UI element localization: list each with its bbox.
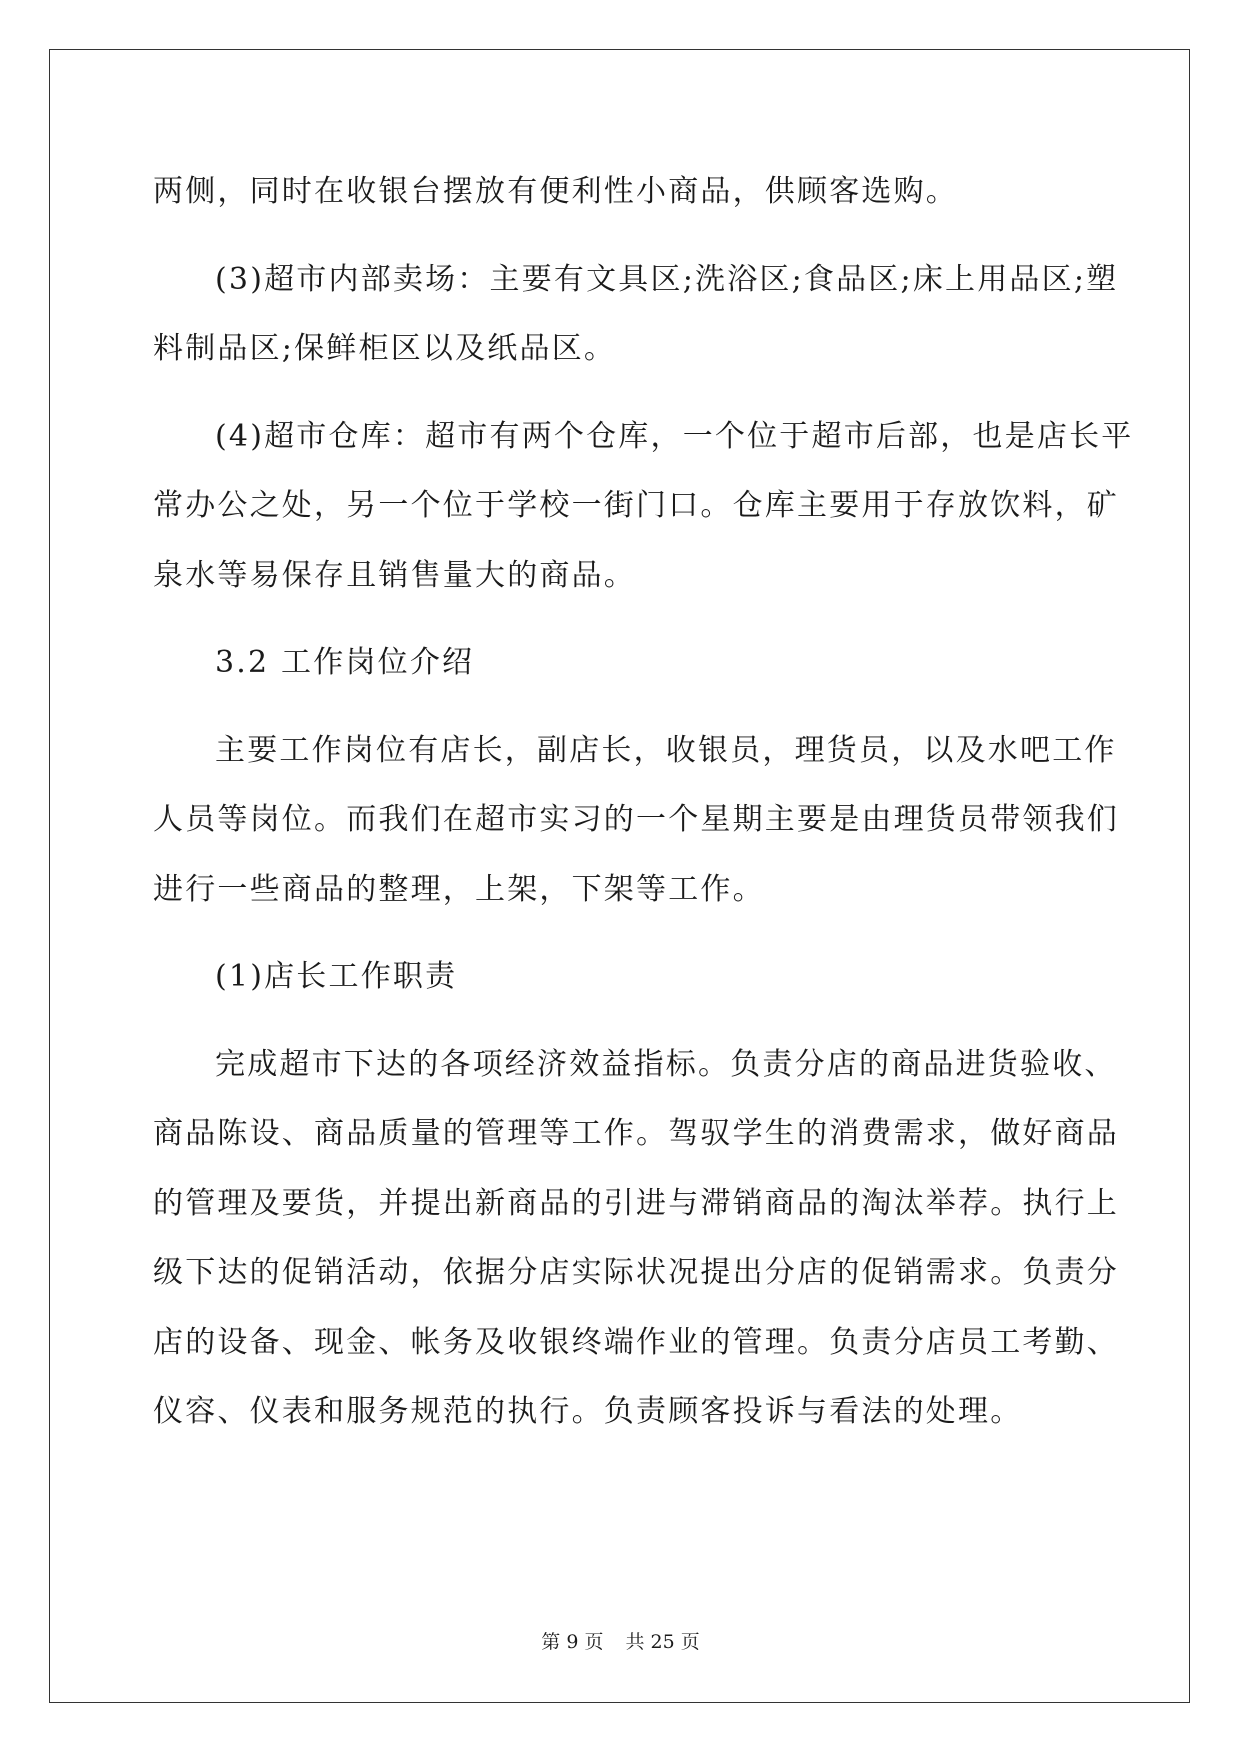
text-line-13: 商品陈设、商品质量的管理等工作。驾驭学生的消费需求，做好商品 bbox=[153, 1116, 1119, 1151]
text-line-16: 店的设备、现金、帐务及收银终端作业的管理。负责分店员工考勤、 bbox=[153, 1324, 1119, 1360]
page-number: 第 9 页 bbox=[541, 1631, 604, 1653]
text-line-10: 进行一些商品的整理，上架，下架等工作。 bbox=[153, 871, 765, 907]
text-line-8: 主要工作岗位有店长，副店长，收银员，理货员，以及水吧工作 bbox=[215, 732, 1117, 768]
subsection-heading: (1)店长工作职责 bbox=[215, 959, 458, 994]
text-line-9: 人员等岗位。而我们在超市实习的一个星期主要是由理货员带领我们 bbox=[153, 802, 1119, 837]
text-line-14: 的管理及要货，并提出新商品的引进与滞销商品的淘汰举荐。执行上 bbox=[153, 1185, 1119, 1221]
text-line-12: 完成超市下达的各项经济效益指标。负责分店的商品进货验收、 bbox=[215, 1046, 1117, 1082]
page-total: 共 25 页 bbox=[625, 1631, 700, 1653]
text-line-2: (3)超市内部卖场：主要有文具区;洗浴区;食品区;床上用品区;塑 bbox=[215, 261, 1119, 297]
text-line-5: 常办公之处，另一个位于学校一街门口。仓库主要用于存放饮料，矿 bbox=[153, 488, 1119, 523]
text-line-3: 料制品区;保鲜柜区以及纸品区。 bbox=[153, 331, 617, 366]
text-line-4: (4)超市仓库：超市有两个仓库，一个位于超市后部，也是店长平 bbox=[215, 418, 1134, 454]
page-footer bbox=[0, 1627, 1241, 1654]
text-line-15: 级下达的促销活动，依据分店实际状况提出分店的促销需求。负责分 bbox=[153, 1255, 1119, 1290]
text-line-17: 仪容、仪表和服务规范的执行。负责顾客投诉与看法的处理。 bbox=[153, 1394, 1023, 1429]
section-heading: 3.2 工作岗位介绍 bbox=[215, 645, 475, 680]
text-line-1: 两侧，同时在收银台摆放有便利性小商品，供顾客选购。 bbox=[153, 174, 958, 209]
text-line-6: 泉水等易保存且销售量大的商品。 bbox=[153, 557, 636, 593]
document-body bbox=[153, 157, 1134, 1447]
